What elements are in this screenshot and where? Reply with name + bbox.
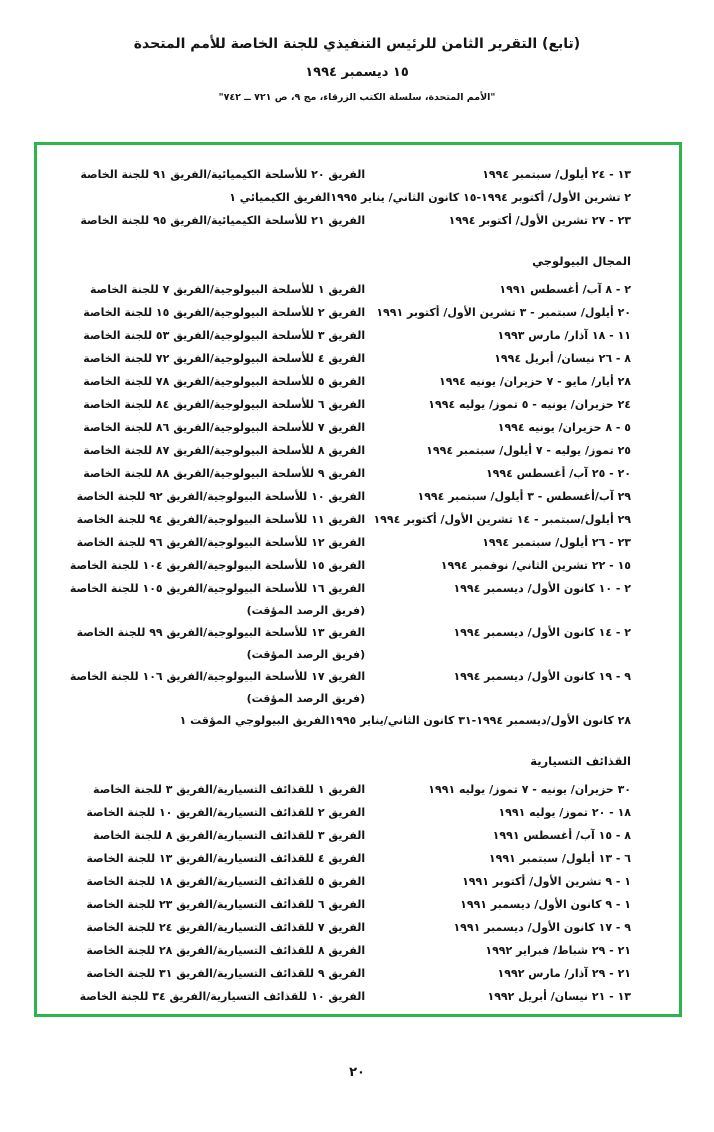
team-designation xyxy=(53,847,365,870)
team-label: الفريق ١٧ للأسلحة البيولوجية/الفريق ١٠٦ للجنة الخاصة xyxy=(69,670,366,683)
inspection-date: ٢٨ أيار/ مايو - ٧ حزيران/ يونيه ١٩٩٤ xyxy=(439,375,631,388)
team-designation xyxy=(53,531,365,554)
table-row xyxy=(53,485,631,508)
table-row xyxy=(53,665,631,709)
inspection-date: ٢١ - ٢٩ شباط/ فبراير ١٩٩٢ xyxy=(485,944,631,957)
table-row xyxy=(53,621,631,665)
inspection-date: ٨ - ٢٦ نيسان/ أبريل ١٩٩٤ xyxy=(494,352,631,365)
table-row xyxy=(53,278,631,301)
inspection-date: ١٥ - ٢٢ تشرين الثاني/ نوفمبر ١٩٩٤ xyxy=(440,559,631,572)
team-label: الفريق ٢١ للأسلحة الكيميائية/الفريق ٩٥ للجنة الخاصة xyxy=(80,214,366,227)
team-label: الفريق ٥ للقذائف التسيارية/الفريق ١٨ للجنة الخاصة xyxy=(86,875,366,888)
team-designation xyxy=(53,916,365,939)
team-designation xyxy=(53,485,365,508)
inspection-date: ٢٠ أيلول/ سبتمبر - ٣ تشرين الأول/ أكتوبر ١٩٩١ xyxy=(376,306,631,319)
inspection-date: ٢١ - ٢٩ آذار/ مارس ١٩٩٢ xyxy=(497,967,631,980)
team-label: الفريق ٦ للأسلحة البيولوجية/الفريق ٨٤ للجنة الخاصة xyxy=(83,398,366,411)
inspection-date: ٢٠ - ٢٥ آب/ أغسطس ١٩٩٤ xyxy=(485,467,631,480)
team-designation xyxy=(53,893,365,916)
inspection-date: ٢٥ تموز/ يوليه - ٧ أيلول/ سبتمبر ١٩٩٤ xyxy=(426,444,631,457)
team-label: الفريق ٤ للأسلحة البيولوجية/الفريق ٧٢ للجنة الخاصة xyxy=(83,352,366,365)
team-note: (فريق الرصد المؤقت) xyxy=(246,648,366,661)
team-label: الفريق البيولوجي المؤقت ١ xyxy=(179,714,330,727)
team-designation xyxy=(53,462,365,485)
table-row xyxy=(53,508,631,531)
inspection-date: ١ - ٩ كانون الأول/ ديسمبر ١٩٩١ xyxy=(460,898,631,911)
team-designation xyxy=(53,985,365,1008)
inspection-date: ٢٣ - ٢٦ أيلول/ سبتمبر ١٩٩٤ xyxy=(482,536,631,549)
page-number: ٢٠ xyxy=(349,1065,365,1080)
team-designation xyxy=(53,870,365,893)
inspection-date: ٢٩ آب/أغسطس - ٣ أيلول/ سبتمبر ١٩٩٤ xyxy=(417,490,631,503)
team-label: الفريق ١ للقذائف التسيارية/الفريق ٣ للجنة الخاصة xyxy=(93,783,366,796)
inspection-date: ٣٠ حزيران/ يونيه - ٧ تموز/ يوليه ١٩٩١ xyxy=(428,783,631,796)
team-label: الفريق ٩ للأسلحة البيولوجية/الفريق ٨٨ للجنة الخاصة xyxy=(83,467,366,480)
team-designation xyxy=(53,508,365,531)
team-label: الفريق ١٠ للأسلحة البيولوجية/الفريق ٩٢ للجنة الخاصة xyxy=(76,490,366,503)
table-row xyxy=(53,370,631,393)
team-label: الفريق ٢ للقذائف التسيارية/الفريق ١٠ للجنة الخاصة xyxy=(86,806,366,819)
team-label: الفريق ١١ للأسلحة البيولوجية/الفريق ٩٤ للجنة الخاصة xyxy=(76,513,366,526)
team-designation xyxy=(53,163,365,186)
document-date: ١٥ ديسمبر ١٩٩٤ xyxy=(305,65,409,80)
team-designation xyxy=(53,370,365,393)
inspection-date: ٢ تشرين الأول/ أكتوبر ١٩٩٤-١٥ كانون الثاني/ يناير ١٩٩٥ xyxy=(330,191,631,204)
inspection-date: ٦ - ١٣ أيلول/ سبتمبر ١٩٩١ xyxy=(488,852,631,865)
team-label: الفريق ٥ للأسلحة البيولوجية/الفريق ٧٨ للجنة الخاصة xyxy=(83,375,366,388)
team-label: الفريق ٦ للقذائف التسيارية/الفريق ٢٣ للجنة الخاصة xyxy=(86,898,366,911)
inspection-date: ١٣ - ٢١ نيسان/ أبريل ١٩٩٢ xyxy=(487,990,631,1003)
team-label: الفريق ١٠ للقذائف التسيارية/الفريق ٣٤ للجنة الخاصة xyxy=(79,990,366,1003)
team-label: الفريق ٨ للأسلحة البيولوجية/الفريق ٨٧ للجنة الخاصة xyxy=(83,444,366,457)
table-row xyxy=(53,347,631,370)
inspection-date: ٥ - ٨ حزيران/ يونيه ١٩٩٤ xyxy=(497,421,631,434)
team-designation xyxy=(53,939,365,962)
table-row xyxy=(53,301,631,324)
team-label: الفريق ٧ للأسلحة البيولوجية/الفريق ٨٦ للجنة الخاصة xyxy=(83,421,366,434)
inspection-date: ١١ - ١٨ آذار/ مارس ١٩٩٣ xyxy=(497,329,631,342)
table-row xyxy=(53,554,631,577)
team-designation xyxy=(53,186,330,209)
table-row xyxy=(53,186,631,209)
table-row xyxy=(53,439,631,462)
team-designation xyxy=(53,577,365,621)
inspection-date: ٢ - ١٠ كانون الأول/ ديسمبر ١٩٩٤ xyxy=(453,582,631,595)
table-row xyxy=(53,462,631,485)
source-citation: "الأمم المتحدة، سلسلة الكتب الزرقاء، مج ٩، ص ٧٢١ ــ ٧٤٢" xyxy=(218,92,496,103)
team-label: الفريق ٤ للقذائف التسيارية/الفريق ١٣ للجنة الخاصة xyxy=(86,852,366,865)
team-label: الفريق ١٢ للأسلحة البيولوجية/الفريق ٩٦ للجنة الخاصة xyxy=(76,536,366,549)
inspection-date: ٢ - ٨ آب/ أغسطس ١٩٩١ xyxy=(499,283,631,296)
team-note: (فريق الرصد المؤقت) xyxy=(246,604,366,617)
team-designation xyxy=(53,824,365,847)
inspection-date: ٢٣ - ٢٧ تشرين الأول/ أكتوبر ١٩٩٤ xyxy=(448,214,631,227)
team-label: الفريق ٣ للقذائف التسيارية/الفريق ٨ للجنة الخاصة xyxy=(93,829,366,842)
team-label: الفريق ١٣ للأسلحة البيولوجية/الفريق ٩٩ للجنة الخاصة xyxy=(76,626,366,639)
team-note: (فريق الرصد المؤقت) xyxy=(246,692,366,705)
team-designation xyxy=(53,301,365,324)
inspection-date: ٢ - ١٤ كانون الأول/ ديسمبر ١٩٩٤ xyxy=(453,626,631,639)
inspection-date: ٢٩ أيلول/سبتمبر - ١٤ تشرين الأول/ أكتوبر ١٩٩٤ xyxy=(373,513,631,526)
team-designation xyxy=(53,962,365,985)
team-designation xyxy=(53,416,365,439)
team-designation xyxy=(53,709,329,732)
table-row xyxy=(53,916,631,939)
table-row xyxy=(53,801,631,824)
inspection-date: ٩ - ١٩ كانون الأول/ ديسمبر ١٩٩٤ xyxy=(453,670,631,683)
table-row xyxy=(53,209,631,232)
team-label: الفريق ١٦ للأسلحة البيولوجية/الفريق ١٠٥ للجنة الخاصة xyxy=(69,582,366,595)
section-heading: المجال البيولوجي xyxy=(532,254,631,268)
table-row xyxy=(53,163,631,186)
team-designation xyxy=(53,209,365,232)
table-row xyxy=(53,939,631,962)
team-designation xyxy=(53,801,365,824)
table-row xyxy=(53,870,631,893)
team-label: الفريق ٣ للأسلحة البيولوجية/الفريق ٥٣ للجنة الخاصة xyxy=(83,329,366,342)
team-designation xyxy=(53,439,365,462)
team-designation xyxy=(53,778,365,801)
inspection-date: ١ - ٩ تشرين الأول/ أكتوبر ١٩٩١ xyxy=(462,875,631,888)
team-designation xyxy=(53,324,365,347)
table-row xyxy=(53,709,631,732)
table-row xyxy=(53,893,631,916)
team-label: الفريق ٩ للقذائف التسيارية/الفريق ٣١ للجنة الخاصة xyxy=(86,967,366,980)
table-row xyxy=(53,577,631,621)
inspection-date: ٩ - ١٧ كانون الأول/ ديسمبر ١٩٩١ xyxy=(453,921,631,934)
team-designation xyxy=(53,347,365,370)
table-row xyxy=(53,824,631,847)
table-row xyxy=(53,847,631,870)
inspection-schedule-table xyxy=(34,142,682,1017)
team-label: الفريق ٨ للقذائف التسيارية/الفريق ٢٨ للجنة الخاصة xyxy=(86,944,366,957)
table-row xyxy=(53,531,631,554)
team-label: الفريق الكيميائي ١ xyxy=(229,191,331,204)
team-label: الفريق ٧ للقذائف التسيارية/الفريق ٢٤ للجنة الخاصة xyxy=(86,921,366,934)
team-designation xyxy=(53,554,365,577)
table-row xyxy=(53,985,631,1008)
table-row xyxy=(53,778,631,801)
section-heading: القذائف التسيارية xyxy=(530,754,631,768)
team-label: الفريق ١ للأسلحة البيولوجية/الفريق ٧ للجنة الخاصة xyxy=(90,283,366,296)
team-designation xyxy=(53,621,365,665)
document-title: (تابع) التقرير الثامن للرئيس التنفيذي للجنة الخاصة للأمم المتحدة xyxy=(133,36,581,52)
table-row xyxy=(53,416,631,439)
team-label: الفريق ١٥ للأسلحة البيولوجية/الفريق ١٠٤ للجنة الخاصة xyxy=(69,559,366,572)
inspection-date: ٢٤ حزيران/ يونيه - ٥ تموز/ يوليه ١٩٩٤ xyxy=(428,398,631,411)
table-row xyxy=(53,393,631,416)
inspection-date: ١٣ - ٢٤ أيلول/ سبتمبر ١٩٩٤ xyxy=(482,168,631,181)
inspection-date: ٨ - ١٥ آب/ أغسطس ١٩٩١ xyxy=(492,829,631,842)
inspection-date: ١٨ - ٢٠ تموز/ يوليه ١٩٩١ xyxy=(498,806,631,819)
table-row xyxy=(53,962,631,985)
table-row xyxy=(53,324,631,347)
document-header xyxy=(0,0,714,103)
team-label: الفريق ٢٠ للأسلحة الكيميائية/الفريق ٩١ للجنة الخاصة xyxy=(80,168,366,181)
team-designation xyxy=(53,393,365,416)
team-designation xyxy=(53,278,365,301)
inspection-date: ٢٨ كانون الأول/ديسمبر ١٩٩٤-٣١ كانون الثاني/يناير ١٩٩٥ xyxy=(329,714,631,727)
team-designation xyxy=(53,665,365,709)
team-label: الفريق ٢ للأسلحة البيولوجية/الفريق ١٥ للجنة الخاصة xyxy=(83,306,366,319)
